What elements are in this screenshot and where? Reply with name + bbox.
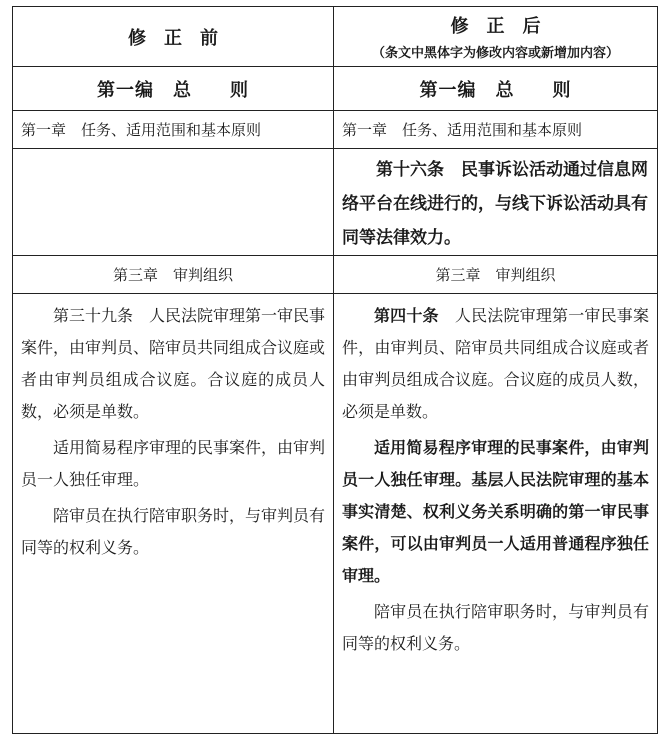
new-text-cell (334, 294, 658, 734)
old-paragraph-3: 陪审员在执行陪审职务时，与审判员有同等的权利义务。 (21, 506, 326, 557)
chapter3-right: 第三章 审判组织 (334, 256, 658, 294)
chapter1-right: 第一章 任务、适用范围和基本原则 (334, 111, 658, 149)
old-paragraph-1: 第三十九条 人民法院审理第一审民事案件，由审判员、陪审员共同组成合议庭或者由审判员组成合议庭。合议庭的成员人数，必须是单数。 (21, 306, 326, 421)
new-paragraph-1-body: 人民法院审理第一审民事案件，由审判员、陪审员共同组成合议庭或者由审判员组成合议庭。合议庭的成员人数，必须是单数。 (342, 306, 649, 421)
article16-text: 第十六条 民事诉讼活动通过信息网络平台在线进行的，与线下诉讼活动具有同等法律效力。 (342, 160, 648, 248)
header-right-note: （条文中黑体字为修改内容或新增加内容） (371, 46, 619, 61)
part-left: 第一编 总 则 (13, 67, 334, 111)
header-left-text: 修 正 前 (128, 27, 218, 49)
article16-right (334, 149, 658, 256)
header-right (334, 7, 658, 67)
new-paragraph-1 (334, 300, 657, 428)
new-paragraph-2-body: 适用简易程序审理的民事案件，由审判员一人独任审理。基层人民法院审理的基本事实清楚、权利义务关系明确的第一审民事案件，可以由审判员一人适用普通程序独任审理。 (342, 438, 649, 585)
new-paragraph-2 (334, 432, 657, 592)
chapter3-left: 第三章 审判组织 (13, 256, 334, 294)
old-text-cell (13, 294, 334, 734)
header-right-text: 修 正 后 (450, 16, 541, 37)
comparison-table (12, 6, 658, 734)
part-right: 第一编 总 则 (334, 67, 658, 111)
chapter1-left: 第一章 任务、适用范围和基本原则 (13, 111, 334, 149)
new-paragraph-3: 陪审员在执行陪审职务时，与审判员有同等的权利义务。 (342, 602, 649, 653)
article16-left (13, 149, 334, 256)
header-left (13, 7, 334, 67)
new-article-number: 第四十条 (374, 306, 439, 325)
old-paragraph-2: 适用简易程序审理的民事案件，由审判员一人独任审理。 (21, 438, 326, 489)
